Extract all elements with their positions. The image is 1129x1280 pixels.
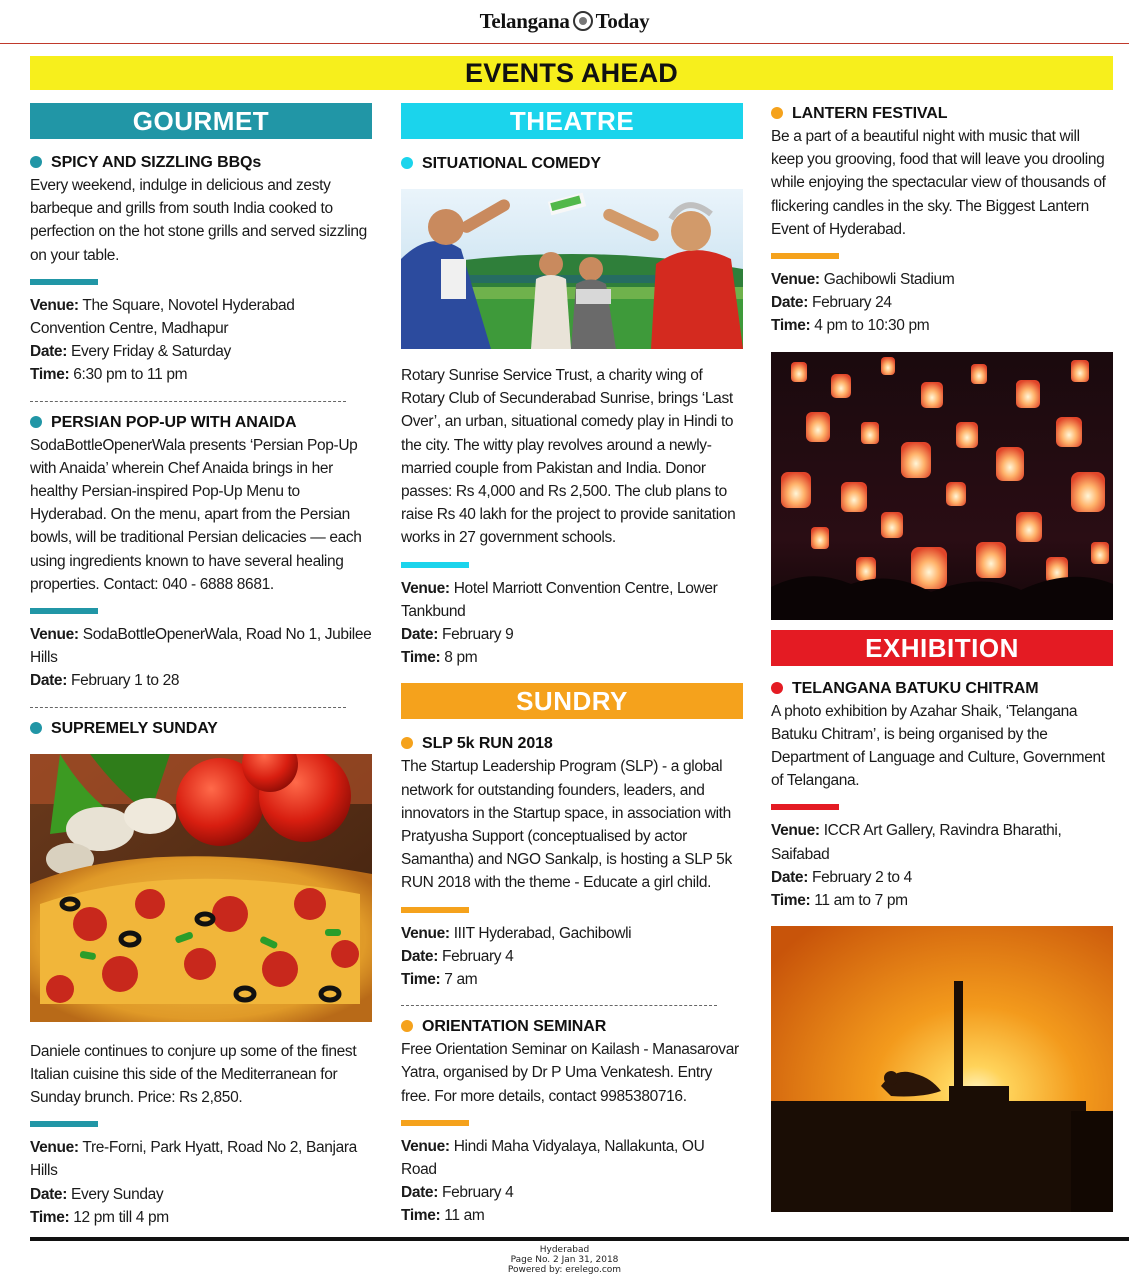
bullet-icon	[30, 156, 42, 168]
divider-rule	[401, 562, 469, 568]
event-venue: Venue: The Square, Novotel Hyderabad Convention Centre, Madhapur	[30, 296, 295, 338]
event-date: Date: February 2 to 4	[771, 868, 912, 886]
logo-text-right: Today	[595, 9, 650, 33]
event-date: Date: February 4	[401, 1184, 514, 1202]
divider-rule	[771, 253, 839, 259]
event-description: A photo exhibition by Azahar Shaik, ‘Telangana Batuku Chitram’, is being organised by the Department of Language and Culture, Government of Telangana.	[771, 702, 1105, 790]
section-heading-exhibition: EXHIBITION	[771, 630, 1113, 666]
dashed-separator	[30, 401, 346, 402]
banner-title: EVENTS AHEAD	[465, 58, 678, 88]
event-venue: Venue: IIIT Hyderabad, Gachibowli	[401, 924, 632, 942]
sunset-bird-image	[771, 926, 1113, 1212]
bullet-icon	[771, 682, 783, 694]
pizza-image	[30, 754, 372, 1022]
logo-text-left: Telangana	[479, 9, 570, 33]
event-venue: Venue: Gachibowli Stadium	[771, 271, 955, 289]
bullet-icon	[401, 737, 413, 749]
divider-rule	[30, 279, 98, 285]
event-title: SUPREMELY SUNDAY	[30, 718, 372, 740]
dashed-separator	[401, 1005, 717, 1006]
event-description: The Startup Leadership Program (SLP) - a global network for outstanding founders, leaders, and innovators in the Startup space, in association with Pratyusha Support (conceptualised by actor Samantha) and NGO Sankalp, is hosting a SLP 5k RUN 2018 with the theme - Educate a girl child.	[401, 758, 732, 892]
masthead	[0, 0, 1129, 44]
footer-page-date: Page No. 2 Jan 31, 2018	[510, 1255, 619, 1265]
pizza-photo	[30, 754, 372, 1022]
divider-rule	[771, 804, 839, 810]
event-title: TELANGANA BATUKU CHITRAM	[771, 678, 1113, 700]
event-description: Rotary Sunrise Service Trust, a charity wing of Rotary Club of Secunderabad Sunrise, brings ‘Last Over’, an urban, situational comedy play in Hindi to the city. The witty play revolves around a newly-married couple from Pakistan and India. Donor passes: Rs 4,000 and Rs 2,500. The club plans to raise Rs 40 lakh for the project to provide sanitation works in 27 government schools.	[401, 367, 736, 547]
event-time: Time: 4 pm to 10:30 pm	[771, 317, 930, 335]
event-title: SITUATIONAL COMEDY	[401, 153, 743, 175]
bullet-icon	[30, 416, 42, 428]
footer-powered-by: Powered by: erelego.com	[507, 1265, 622, 1275]
divider-rule	[30, 608, 98, 614]
column-gourmet	[30, 103, 372, 1229]
bullet-icon	[771, 107, 783, 119]
bullet-icon	[401, 1020, 413, 1032]
event-date: Date: February 24	[771, 294, 892, 312]
event-time: Time: 6:30 pm to 11 pm	[30, 366, 188, 384]
event-title: PERSIAN POP-UP WITH ANAIDA	[30, 412, 372, 434]
column-theatre-sundry	[401, 103, 743, 1228]
event-time: Time: 11 am to 7 pm	[771, 892, 908, 910]
comedy-play-image	[401, 189, 743, 349]
event-title: SLP 5k RUN 2018	[401, 733, 743, 755]
divider-rule	[401, 1120, 469, 1126]
events-ahead-banner	[30, 56, 1113, 90]
comedy-play-photo	[401, 189, 743, 349]
section-heading-theatre: THEATRE	[401, 103, 743, 139]
event-title: SPICY AND SIZZLING BBQs	[30, 152, 372, 174]
event-date: Date: February 4	[401, 947, 514, 965]
emblem-icon	[573, 11, 593, 31]
event-time: Time: 7 am	[401, 971, 478, 989]
event-venue: Venue: ICCR Art Gallery, Ravindra Bharathi, Saifabad	[771, 822, 1062, 863]
event-description: Be a part of a beautiful night with music that will keep you grooving, food that will leave you drooling while enjoying the spectacular view of thousands of flickering candles in the sky. The Biggest Lantern Event of Hyderabad.	[771, 128, 1106, 238]
footer-location: Hyderabad	[539, 1245, 590, 1255]
divider-rule	[30, 1121, 98, 1127]
event-time: Time: 8 pm	[401, 649, 478, 667]
section-heading-gourmet: GOURMET	[30, 103, 372, 139]
dashed-separator	[30, 707, 346, 708]
event-description: SodaBottleOpenerWala presents ‘Persian Pop-Up with Anaida’ wherein Chef Anaida brings in her healthy Persian-inspired Pop-Up Menu to Hyderabad. On the menu, apart from the Persian bowls, will be traditional Persian delicacies — each using ingredients known to have several healing properties. Contact: 040 - 6888 8681.	[30, 436, 362, 593]
event-date: Date: Every Friday & Saturday	[30, 343, 231, 361]
event-title: ORIENTATION SEMINAR	[401, 1016, 743, 1038]
event-date: Date: February 9	[401, 626, 514, 644]
event-venue: Venue: SodaBottleOpenerWala, Road No 1, Jubilee Hills	[30, 626, 372, 667]
event-time: Time: 11 am	[401, 1207, 485, 1225]
event-venue: Venue: Hindi Maha Vidyalaya, Nallakunta, OU Road	[401, 1137, 705, 1179]
event-date: Date: Every Sunday	[30, 1185, 164, 1203]
divider-rule	[401, 907, 469, 913]
event-venue: Venue: Tre-Forni, Park Hyatt, Road No 2, Banjara Hills	[30, 1139, 357, 1180]
footer-rule	[30, 1237, 1129, 1241]
event-description: Daniele continues to conjure up some of the finest Italian cuisine this side of the Mediterranean for Sunday brunch. Price: Rs 2,850.	[30, 1042, 357, 1107]
bullet-icon	[30, 722, 42, 734]
bullet-icon	[401, 157, 413, 169]
lantern-festival-photo	[771, 352, 1113, 620]
section-heading-sundry: SUNDRY	[401, 683, 743, 719]
sunset-bird-photo	[771, 926, 1113, 1212]
column-lantern-exhibition	[771, 103, 1113, 1212]
event-venue: Venue: Hotel Marriott Convention Centre, Lower Tankbund	[401, 579, 718, 620]
event-date: Date: February 1 to 28	[30, 672, 180, 690]
event-description: Free Orientation Seminar on Kailash - Manasarovar Yatra, organised by Dr P Uma Venkatesh. Entry free. For more details, contact 9985380716.	[401, 1041, 739, 1105]
lantern-festival-image	[771, 352, 1113, 620]
newspaper-logo	[0, 9, 1129, 34]
event-time: Time: 12 pm till 4 pm	[30, 1208, 169, 1226]
event-description: Every weekend, indulge in delicious and zesty barbeque and grills from south India cooked to perfection on the hot stone grills and served sizzling on your table.	[30, 177, 367, 264]
event-title: LANTERN FESTIVAL	[771, 103, 1113, 125]
